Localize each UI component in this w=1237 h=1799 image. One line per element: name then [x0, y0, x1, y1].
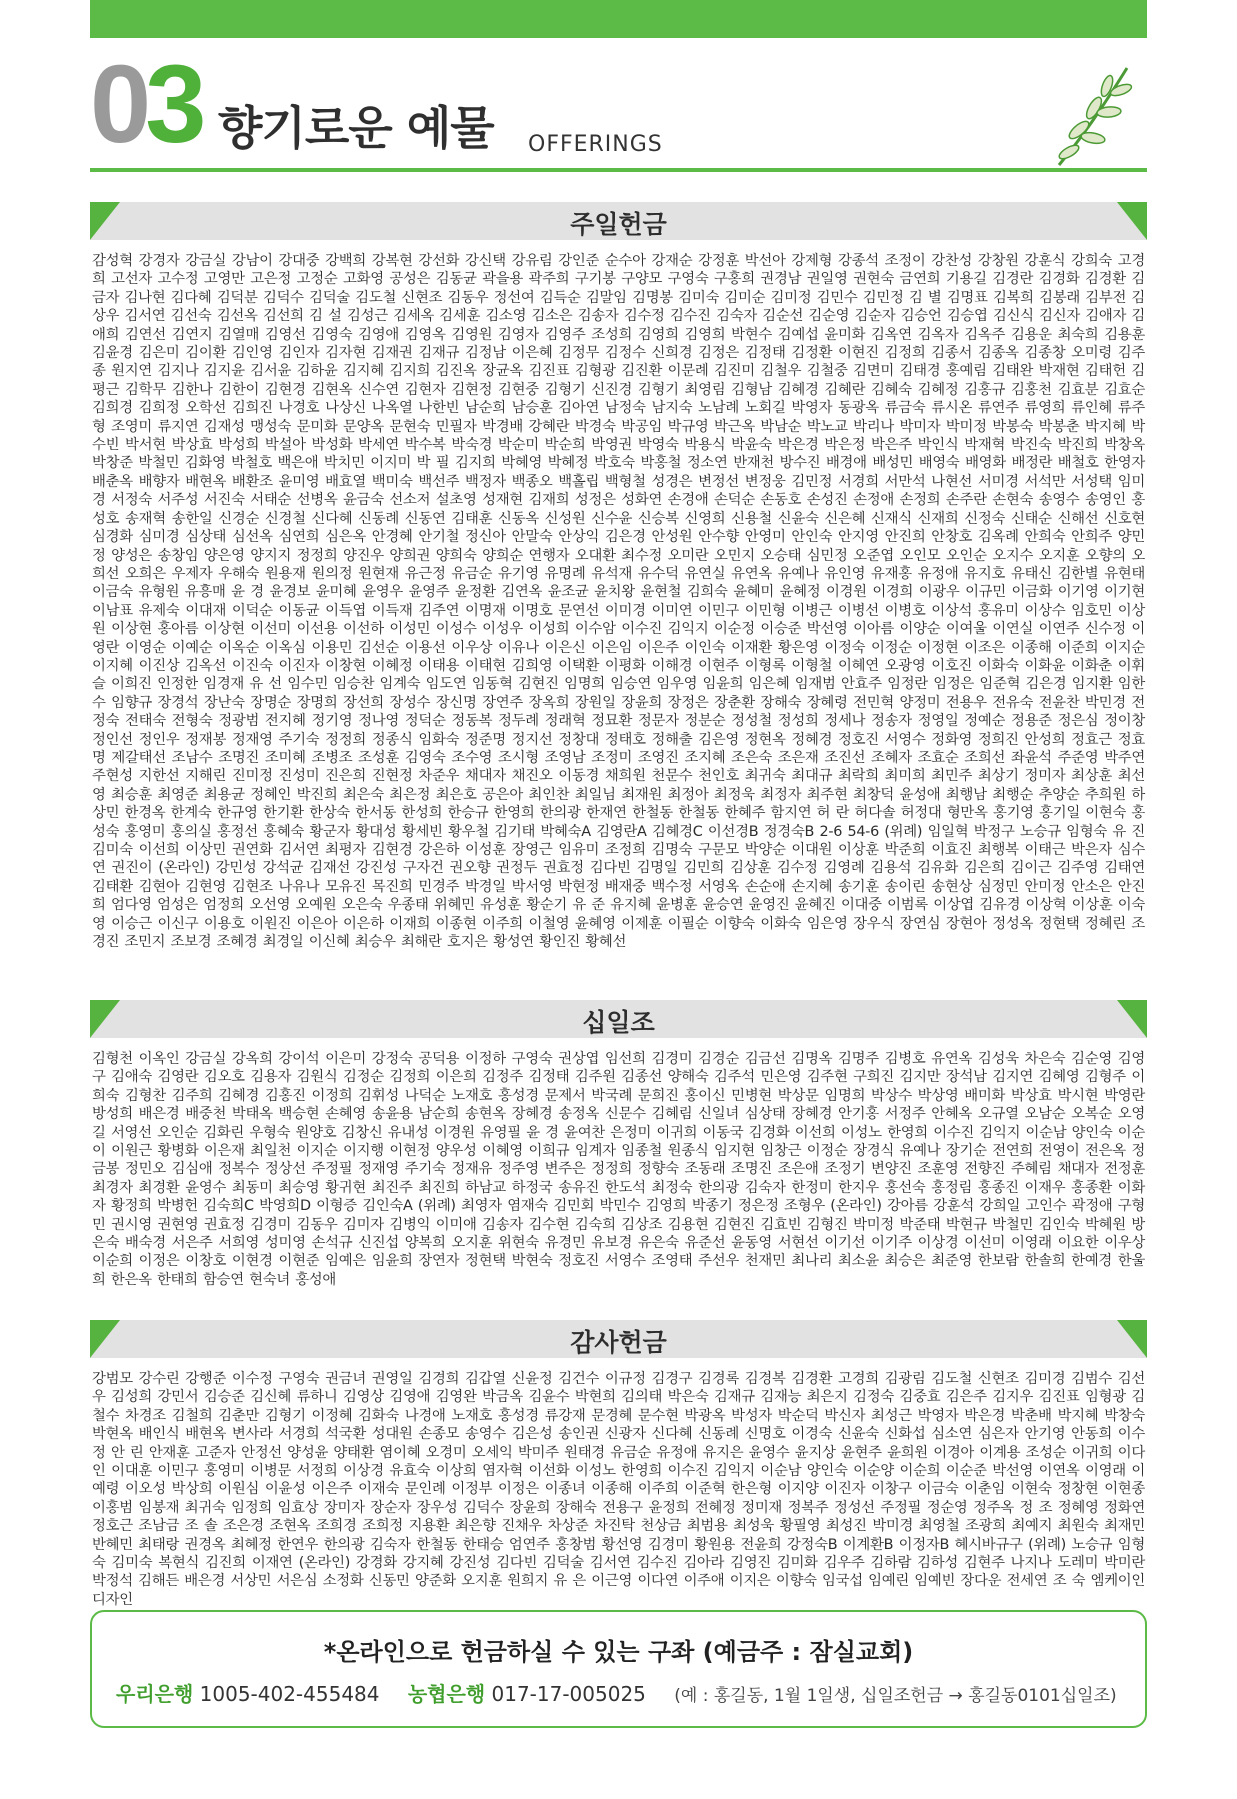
bank-name-woori: 우리은행 [116, 1682, 194, 1706]
donor-name-list: 강범모 강수린 강행준 이수정 구영숙 권금녀 권영일 김경희 김갑열 신윤정 김건수 이규정 김경구 김경록 김경복 김경환 고경희 김광림 김도철 신현조 김미경 김범수 김선우 김성희 강민서 김승준 김신혜 류하니 김영상 김영애 김영완 박금옥 김윤수 박현희 김의태 박은숙 김재규 김재능 최은지 김정숙 김중효 김은주 김지우 김진표 임형광 김철수 차경조 김철희 김춘만 김형기 이정혜 김화숙 나경애 노재호 홍성경 류강재 문경혜 문수현 박광옥 박성자 박순덕 박신자 최성근 박영자 박은경 박춘배 박지혜 박창숙 박현옥 배인식 배현옥 변사라 서경희 석국환 성대원 손종모 송영수 김은성 송인권 신광자 신다혜 신동례 신명호 이경숙 신윤숙 신화섭 심소연 심은자 안기영 안동희 이수정 안 린 안재훈 고준자 안정선 양성윤 양태환 염이혜 오경미 오세익 박미주 원태경 유금순 유정애 유지은 윤영수 윤지상 윤현주 윤희원 이경아 이계용 조성순 이귀희 이다인 이대훈 이민구 홍영미 이병문 서정희 이상경 유효숙 이상희 염자혁 이선화 이성노 한영희 이수진 김익지 이순남 양인숙 이순양 이순희 이순준 박선영 이연옥 이영래 이예령 이오성 박상희 이원심 이윤성 이은주 이재숙 문인례 이정부 이정은 이종녀 이종해 이주희 이준혁 한은형 이지양 이진자 이창구 이금숙 이춘임 이현숙 정창현 이현종 이홍범 임봉재 최귀숙 임정희 임효상 장미자 장순자 장우성 김덕수 장윤희 장해숙 전용구 윤정희 전혜정 정미재 정복주 정성선 주정필 정순영 정주옥 정 조 정혜영 정화연 정호근 조남금 조 솔 조은경 조현옥 조희경 조희정 지용환 최은향 진채우 차상준 차진탁 천상금 최범용 최성욱 황필영 최성진 박미경 최영철 조광희 최예지 최원숙 최재민 반혜민 최태랑 권경옥 최혜정 한연우 한의광 김숙자 한철동 한태승 엄연주 홍창범 황선영 김경미 황원용 전윤희 강정숙B 이계환B 이정자B 혜시바규구 (위례) 노승규 임형숙 김미숙 복현식 김진희 이재연 (온라인) 강경화 강지혜 강진성 김다빈 김덕술 김서연 김수진 김아라 김영진 김미화 김우주 김하람 김하성 김현주 나지나 도레미 박미란 박정석 김해든 배은경 서상민 서은심 소정화 신동민 양준화 오지훈 원희지 유 은 이근영 이다연 이주애 이지은 이향숙 임국섭 임예린 임예빈 장다운 전세연 조 숙 엠케이인디자인 [92, 1371, 1145, 1608]
page-subtitle: OFFERINGS [528, 132, 663, 157]
top-color-band [90, 0, 1147, 38]
olive-branch-icon [1049, 60, 1139, 170]
section-title: 주일헌금 [570, 210, 667, 239]
account-number-woori: 1005-402-455484 [199, 1682, 380, 1706]
section-title: 십일조 [582, 1008, 655, 1037]
page-header [90, 43, 1147, 178]
section-banner [90, 202, 1147, 240]
online-account-box [90, 1610, 1147, 1728]
donor-name-list: 김형천 이옥인 강금실 강옥희 강이석 이은미 강정숙 공덕용 이정하 구영숙 권상엽 임선희 김경미 김경순 김금선 김명옥 김명주 김병호 유연옥 김성욱 차은숙 김순영 김영구 김애숙 김영란 김오호 김용자 김원식 김정순 김정희 이은희 김정주 김정태 김주원 김종선 양해숙 김주석 민은영 김주현 구희진 김지만 장석남 김지연 김혜영 김형주 이희숙 김형찬 김주희 김혜경 김홍진 이정희 김휘성 나덕순 노재호 홍성경 문제서 박국례 문희진 홍이신 민병현 박상문 임명희 박상수 박상영 배미화 박상효 박시현 박영란 방성희 배은경 배중천 박태옥 백승현 손혜영 송윤용 남순희 송현옥 장혜경 송정옥 신문수 김혜림 신일녀 심상태 장혜경 안기홍 서정주 안혜옥 오규열 오남순 오복순 오영길 서영선 오인순 김화린 우형숙 원양호 김창신 유내성 이경원 유영필 윤 경 윤여찬 은정미 이귀희 이동국 김경화 이선희 이성노 한영희 이수진 김익지 이순남 양인숙 이순이 이원근 황병화 이은재 최일천 이지순 이지행 이현정 양우성 이혜영 이희규 임계자 임종철 원종식 임지현 임창근 이정순 장경식 유예나 장기순 전연희 전영이 전은옥 정금봉 정민오 김심애 정복수 정상선 주정필 정재영 주기숙 정재유 정주영 변주은 정정희 정향숙 조동래 조명진 조은애 조정기 변양진 조훈영 전향진 주혜림 채대자 전정훈 최경자 최경환 윤영수 최동미 최승영 황귀현 최진주 최진희 하남교 하정국 송유진 한도석 최정숙 한의광 김숙자 한정미 한지우 홍선숙 홍정림 홍종진 이재우 홍종환 이화자 황정희 박병헌 김숙희C 박영희D 이형증 김인숙A (위례) 최영자 염재숙 김민회 박민수 김영희 박종기 정은정 조형우 (온라인) 강아름 강훈석 강희일 고인수 곽정애 구형민 권시영 권현영 권효정 김경미 김동우 김미자 김병익 이미애 김송자 김수현 김숙희 김상조 김용현 김현진 김효빈 김형진 박미정 박준태 박현규 박철민 김인숙 박혜원 방은숙 배숙경 서은주 서희영 성미영 손석규 신진섭 양복희 오지훈 위현숙 유경민 유보경 유은숙 유준선 윤동영 서현선 이기선 이기주 이상경 이선미 이영래 이요한 이우상 이순희 이정은 이창호 이현경 이현준 임예은 임윤희 장연자 정현택 박현숙 정호진 서영수 조영태 주선우 천재민 최나리 최소윤 최승은 최준영 한보람 한솔희 한예경 한울희 한은옥 한태희 함승연 현숙녀 홍성애 [92, 1051, 1145, 1288]
section-banner [90, 1320, 1147, 1358]
header-divider [90, 168, 1147, 172]
donor-name-list: 감성혁 강경자 강금실 강남이 강대중 강백희 강복현 강선화 강신택 강유림 강인준 순수아 강재순 강정훈 박선아 강제형 강종석 조정이 강찬성 강창원 강훈식 강희숙 고경희 고선자 고수정 고영만 고은정 고정순 고화영 공성은 김동균 곽을용 곽주희 구기봉 구양모 구영숙 구홍희 권경남 권일영 권현숙 금연희 기용길 김경란 김경화 김경환 김금자 김나현 김다혜 김덕분 김덕수 김덕술 김도철 신현조 김동우 정선여 김득순 김말임 김명봉 김미숙 김미순 김미정 김민수 김민정 김 별 김명표 김복희 김봉래 김부전 김상우 김서연 김선숙 김선옥 김선희 김 설 김성근 김세옥 김세훈 김소영 김소은 김송자 김수정 김수진 김숙자 김순선 김순영 김순자 김승언 김승엽 김신식 김신자 김애자 김애희 김연선 김연지 김열매 김영선 김영숙 김영애 김영옥 김영원 김영자 김영주 조성희 김영희 김영희 박현수 김예섭 윤미화 김옥연 김옥자 김옥주 김용운 최숙희 김용훈 김윤경 김은미 김이환 김인영 김인자 김자현 김재권 김재규 김정남 이은혜 김정무 김정수 신희경 김정은 김정태 김정환 이현진 김정희 김종서 김종옥 김종창 오미령 김주종 원지연 김지나 김지윤 김서윤 김하윤 김지혜 김지희 김진옥 장균옥 김진표 김형광 김진환 이문례 김진미 김철우 김철중 김면미 김태경 홍예림 김태완 박재현 김태헌 김평근 김학무 김한나 김한이 김현경 김현옥 신수연 김현자 김현정 김현중 김형기 신진경 김형기 최영림 김형남 김혜경 김혜란 김혜숙 김혜정 김홍규 김홍천 김효분 김효순 김희경 김희정 오학선 김희진 나경호 나상신 나옥열 나한빈 남순희 남승훈 김아연 남정숙 남지숙 노남례 노회길 박영자 동광옥 류금숙 류시온 류연주 류영희 류인혜 류주형 조영미 류지연 김재성 맹성숙 문미화 문양옥 문현숙 민필자 박경배 강혜란 박경숙 박공임 박규영 박근옥 박남순 박노교 박리나 박미자 박미정 박봉숙 박봉춘 박지혜 박수빈 박서현 박상효 박성희 박설아 박성화 박세연 박수복 박숙경 박순미 박순희 박영권 박영숙 박용식 박윤숙 박은경 박은정 박은주 박인식 박재혁 박진숙 박진희 박창옥 박창준 박철민 김화영 박철호 백은애 박치민 이지미 박 필 김지희 박혜영 박혜정 박호숙 박홍철 정소연 반재천 방수진 배경애 배성민 배영숙 배영화 배정란 배철호 한영자 배춘옥 배향자 배현옥 배환조 윤미영 배효열 백미숙 백선주 백정자 백종오 백홀립 백형철 성경은 변정선 변정웅 김민정 서경희 서만석 나현선 서미경 서석만 서성택 임미경 서정숙 서주성 서진숙 서태순 선병옥 윤금숙 선소저 설초영 성재현 김재희 성정은 성화연 손경애 손덕순 손동호 손성진 손정애 손정희 손주란 손현숙 송영수 송영인 홍성호 송재혁 송한일 신경순 신경철 신다혜 신동례 신동연 김태훈 신동옥 신성원 신수윤 신승복 신영희 신용철 신윤숙 신은혜 신재식 신재희 신정숙 신태순 신해선 신호현 심경화 심미경 심상태 심선옥 심연희 심은옥 안경혜 안기철 정신아 안말숙 안상익 김은경 안성원 안수향 안영미 안인숙 안지영 안진희 안창호 김옥례 안희숙 안희주 양민정 양성은 송창임 양은영 양지지 정정희 양진우 양희권 양희숙 양희순 연행자 오대환 최수정 오미란 오민지 오승태 심민정 오준엽 오인모 오인순 오지수 오지훈 오향의 오희선 오희은 우제자 우해숙 원용재 원의정 원현재 유근정 유금순 유기영 유명례 유석재 유수덕 유연실 유연옥 유예나 유인영 유재홍 유정애 유지호 유태신 김한별 유현태 이금숙 유형원 유흥매 윤 경 윤경보 윤미혜 윤영우 윤영주 윤정환 김연옥 윤조균 윤치왕 윤현철 김희숙 윤혜미 윤혜정 이경원 이경희 이광우 이규민 이금화 이기영 이기현 이남표 유제숙 이대재 이덕순 이동균 이득엽 이득재 김주연 이명재 이명호 문연선 이미경 이미연 이민구 이민형 이병근 이병선 이병호 이상석 홍유미 이상수 임호민 이상원 이상현 홍아름 이상현 이선미 이선용 이선하 이성민 이성수 이성우 이성희 이수암 이수진 김익지 이순정 이승준 박선영 이아름 이양순 이여울 이연실 이연주 신수정 이영란 이영순 이예순 이옥순 이옥심 이용민 김선순 이용선 이우상 이유나 이은신 이은임 이은주 이인숙 이재환 황은영 이정숙 이정순 이정현 이조은 이종해 이준희 이지순 이지혜 이진상 김옥선 이진숙 이진자 이창현 이혜정 이태용 이태현 김희영 이택환 이평화 이해경 이현주 이형록 이형철 이혜연 오광영 이호진 이화숙 이화윤 이화춘 이휘슬 이희진 인정한 임경재 유 선 임수민 임승찬 임계숙 임도연 임동혁 김현진 임명희 임승연 임우영 임윤희 임은혜 임재범 안효주 임정란 임정은 임준혁 김은경 임지환 임한수 임향규 장경석 장난숙 장명순 장명희 장선희 장성수 장신명 장연주 장옥희 장원일 장윤희 장정은 장춘환 장해숙 장혜령 전민혁 양정미 전용우 전유숙 전윤찬 박민경 전정숙 전태숙 전형숙 정광범 전지혜 정기영 정나영 정덕순 정동복 정두례 정래혁 정묘환 정문자 정분순 정성철 정성희 정세나 정송자 정영일 정예순 정용준 정은심 정이창 정인선 정인우 정재봉 정재영 주기숙 정정희 정종식 임화숙 정준명 정지선 정창대 정태호 정해출 김은영 정현옥 정혜경 정호진 서영수 정화영 정희진 안성희 정효근 정효명 제갈태선 조남수 조명진 조미혜 조병조 조성훈 김영숙 조수영 조시형 조영남 조정미 조영진 조지혜 조은숙 조은재 조진선 조혜자 조효순 조희선 좌윤석 주준영 박주연 주현성 지한선 지해린 진미정 진성미 진은희 진현정 차준우 채대자 채진오 이동경 채희원 천문수 천인호 최귀숙 최대규 최락희 최미희 최민주 최상기 정미자 최상훈 최선영 최승훈 최영준 최용균 정혜인 박진희 최은숙 최은정 최은호 공은아 최인찬 최일님 최재원 최정아 최정욱 최정자 최주현 최창덕 윤성애 최행남 최행순 추양순 추희원 하상민 한경옥 한계숙 한규영 한기환 한상숙 한서동 한성희 한승규 한영희 한의광 한재연 한철동 한철동 한혜주 함지연 허 란 허다솔 허정대 형만옥 홍기영 홍기일 이현숙 홍성숙 홍영미 홍의실 홍정선 홍혜숙 황군자 황대성 황세빈 황우철 김기태 박혜숙A 김영란A 김혜경C 이선경B 정경숙B 2-6 54-6 (위례) 임일혁 박정구 노승규 임형숙 유 진 김미숙 이선희 이상민 권연화 김서연 최평자 김현경 강은하 이성훈 장영근 임유미 조정희 김명숙 구문모 박양순 이대원 이상훈 박준희 이효진 최행복 이태근 박은자 심수연 권진이 (온라인) 강민성 강석균 김재선 강진성 구자건 권오향 권정두 권효정 김다빈 김명일 김민희 김상훈 김수정 김영례 김용석 김유화 김은희 김이근 김주영 김태연 김태환 김현아 김현영 김현조 나유나 모유진 목진희 민경주 박경일 박서영 박현정 배재중 백수정 서영옥 손순애 손지혜 송기훈 송이린 송현상 심정민 안미정 안소은 안진희 엄다영 엄성은 엄정희 오선영 오예원 오은숙 우종태 위혜민 유성훈 황순기 유 준 유지혜 윤병훈 윤승연 윤영진 윤혜진 이대중 이범록 이상엽 김유경 이상혁 이상훈 이숙영 이승근 이신구 이용호 이원진 이은아 이은하 이재희 이종현 이주희 이철영 윤혜영 이제훈 이필순 이향숙 이화숙 임은영 장우식 장연심 장현아 정성옥 정현택 정혜린 조경진 조민지 조보경 조혜경 최경일 이신혜 최승우 최해란 호지은 황성연 황인진 황혜선 [92, 253, 1145, 951]
page-title: 향기로운 예물 [218, 101, 494, 155]
account-box-title: *온라인으로 헌금하실 수 있는 구좌 (예금주 : 잠실교회) [323, 1638, 914, 1666]
account-example-note: (예 : 홍길동, 1월 1일생, 십일조헌금 → 홍길동0101십일조) [674, 1686, 1117, 1706]
account-info-line [116, 1678, 1135, 1707]
account-number-nonghyup: 017-17-005025 [491, 1682, 646, 1706]
section-title: 감사헌금 [570, 1328, 667, 1357]
section-number: 03 [90, 43, 201, 166]
tithe-section [90, 1000, 1147, 1289]
bank-name-nonghyup: 농협은행 [407, 1682, 486, 1706]
thanksgiving-offering-section [90, 1320, 1147, 1609]
section-banner [90, 1000, 1147, 1038]
sunday-offering-section [90, 202, 1147, 951]
